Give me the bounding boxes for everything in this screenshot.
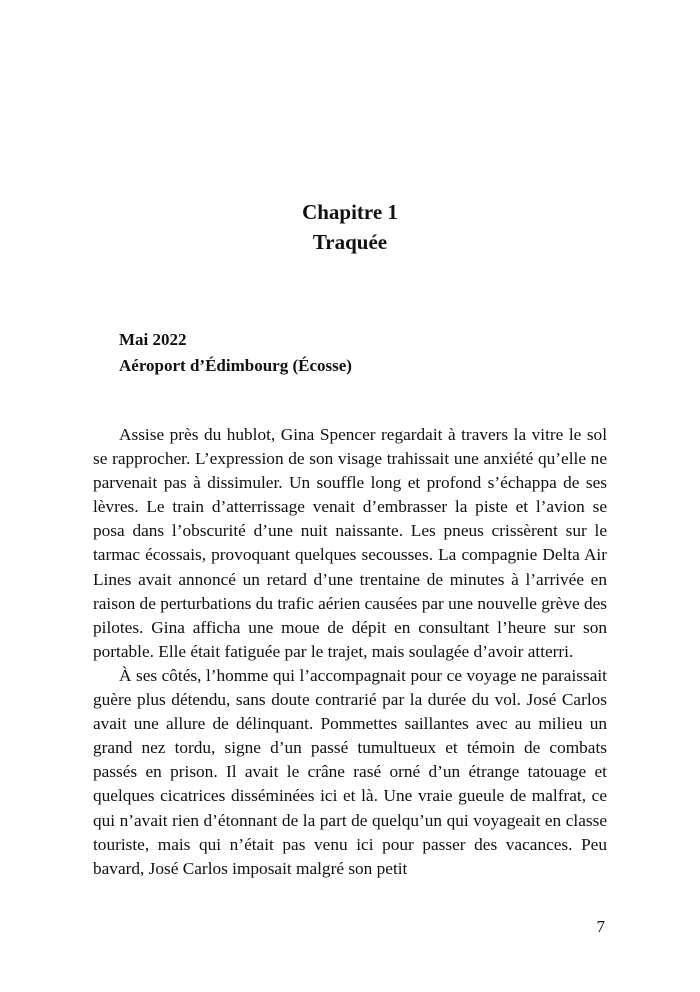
chapter-number: Chapitre 1 xyxy=(302,200,398,224)
scene-setting xyxy=(119,327,352,379)
paragraph: À ses côtés, l’homme qui l’accompagnait pour ce voyage ne paraissait guère plus détendu, sans doute contrarié par la durée du vol. José Carlos avait une allure de délinquant. Pommettes saillantes avec au milieu un grand nez tordu, signe d’un passé tumultueux et témoin de combats passés en prison. Il avait le crâne rasé orné d’un étrange tatouage et quelques cicatrices disséminées ici et là. Une vraie gueule de malfrat, ce qui n’avait rien d’étonnant de la part de quelqu’un qui voyageait en classe touriste, mais qui n’était pas venu ici pour passer des vacances. Peu bavard, José Carlos imposait malgré son petit xyxy=(93,665,607,878)
paragraph: Assise près du hublot, Gina Spencer regardait à travers la vitre le sol se rapprocher. L’expression de son visage trahissait une anxiété qu’elle ne parvenait pas à dissimuler. Un souffle long et profond s’échappa de ses lèvres. Le train d’atterrissage venait d’embrasser la piste et l’avion se posa dans l’obscurité d’une nuit naissante. Les pneus crissèrent sur le tarmac écossais, provoquant quelques secousses. La compagnie Delta Air Lines avait annoncé un retard d’une trentaine de minutes à l’arrivée en raison de perturbations du trafic aérien causées par une nouvelle grève des pilotes. Gina afficha une moue de dépit en consultant l’heure sur son portable. Elle était fatiguée par le trajet, mais soulagée d’avoir atterri. xyxy=(93,425,607,661)
chapter-heading xyxy=(0,197,700,257)
chapter-title: Traquée xyxy=(312,230,388,254)
scene-place: Aéroport d’Édimbourg (Écosse) xyxy=(119,356,352,375)
scene-date: Mai 2022 xyxy=(119,330,187,349)
page-number: 7 xyxy=(596,917,605,936)
body-text xyxy=(93,423,607,881)
